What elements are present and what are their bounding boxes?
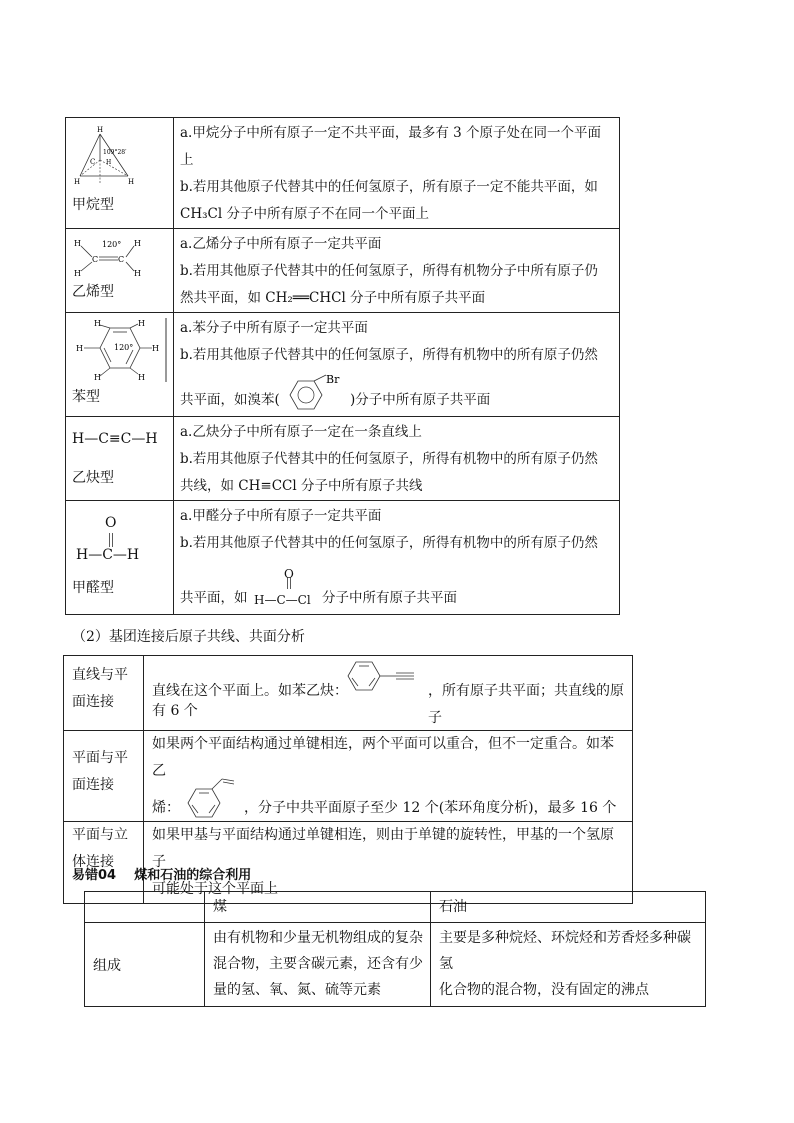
text-line: 分子中所有原子共平面: [322, 590, 457, 606]
section-heading: 易错04 煤和石油的综合利用: [72, 868, 252, 883]
text-line: 可能处于这个平面上: [152, 881, 278, 897]
text-line: ，所有原子共平面；共直线的原子: [428, 683, 624, 726]
table-row: [66, 501, 620, 615]
table-header-row: [85, 892, 706, 923]
benzene-desc: [174, 313, 620, 417]
atom-h-back: H: [106, 159, 112, 166]
br-atom: Br: [326, 373, 340, 386]
benzene-label: 苯型: [72, 389, 100, 405]
table-row: [66, 229, 620, 313]
benzene-diagram: [70, 316, 170, 384]
text-line: 直线在这个平面上。如苯乙炔：: [152, 683, 348, 699]
text-line: 混合物，主要含碳元素，还含有少: [213, 956, 423, 972]
row-label: 平面与平面连接: [64, 731, 144, 822]
text-line: )分子中所有原子共平面: [350, 392, 491, 408]
methane-label: 甲烷型: [72, 197, 114, 213]
text-line: 如果甲基与平面结构通过单键相连，则由于单键的旋转性，甲基的一个氢原子: [152, 827, 614, 870]
coal-oil-table: [84, 891, 706, 1007]
methane-diagram: [70, 124, 140, 188]
atom-h: H: [94, 319, 101, 328]
atom-h: H: [94, 373, 101, 382]
text-line: 共平面，如: [180, 590, 248, 606]
benzene-label-cell: [66, 313, 174, 417]
methane-label-cell: [66, 118, 174, 229]
atom-h: H: [134, 239, 141, 248]
column-header: [85, 892, 205, 923]
atom-h: H: [74, 269, 81, 278]
atom-c: C: [118, 255, 125, 264]
structure-table: [65, 117, 620, 615]
table-row: [64, 731, 633, 822]
angle-label: 109°28′: [103, 149, 127, 156]
atom-h: H: [74, 239, 81, 248]
table-row: [66, 313, 620, 417]
angle-label: 120°: [102, 240, 122, 249]
column-header: 石油: [431, 892, 706, 923]
atom-h: H: [138, 319, 145, 328]
acyl-o: O: [284, 567, 294, 581]
text-line: b.若用其他原子代替其中的任何氢原子，所有原子一定不能共平面，如: [180, 179, 598, 195]
section-title: （2）基团连接后原子共线、共面分析: [72, 629, 305, 645]
atom-h-left: H: [74, 178, 81, 186]
acetylene-desc: [174, 417, 620, 501]
text-line: a.苯分子中所有原子一定共平面: [180, 320, 368, 336]
text-line: a.甲烷分子中所有原子一定不共平面，最多有 3 个原子处在同一个平面: [180, 125, 602, 141]
acetylene-label-cell: [66, 417, 174, 501]
formaldehyde-label: 甲醛型: [72, 580, 114, 596]
text-line: 如果两个平面结构通过单键相连，两个平面可以重合，但不一定重合。如苯乙: [152, 736, 614, 779]
atom-h: H: [76, 344, 83, 353]
atom-h-top: H: [97, 126, 104, 134]
formaldehyde-label-cell: [66, 501, 174, 615]
acetylene-formula: H—C≡C—H: [72, 431, 158, 447]
oil-cell: [431, 923, 706, 1007]
atom-c: C: [92, 255, 99, 264]
text-line: 共平面，如溴苯(: [180, 392, 280, 408]
atom-h-right: H: [128, 178, 135, 186]
text-line: ，分子中共平面原子至少 12 个(苯环角度分析)，最多 16 个: [244, 800, 617, 816]
ethylene-desc: [174, 229, 620, 313]
text-line: 有 6 个: [152, 703, 198, 719]
ethylene-label-cell: [66, 229, 174, 313]
row-desc: [144, 731, 633, 822]
row-label: 直线与平面连接: [64, 656, 144, 731]
angle-label: 120°: [114, 343, 134, 352]
formaldehyde-formula: H—C—H: [76, 547, 140, 563]
phenylacetylene-structure: [342, 656, 426, 696]
text-line: CH₃Cl 分子中所有原子不在同一个平面上: [180, 206, 429, 222]
text-line: 烯：: [152, 800, 180, 816]
text-line: 由有机物和少量无机物组成的复杂: [213, 930, 423, 946]
table-row: [85, 923, 706, 1007]
table-row: [64, 656, 633, 731]
text-line: a.乙炔分子中所有原子一定在一条直线上: [180, 424, 422, 440]
formyl-chloride-formula: H—C—Cl: [254, 593, 311, 607]
ethylene-label: 乙烯型: [72, 284, 114, 300]
formaldehyde-o: O: [105, 515, 117, 531]
text-line: 共线，如 CH≡CCl 分子中所有原子共线: [180, 478, 423, 494]
formaldehyde-desc: [174, 501, 620, 615]
ethylene-diagram: [72, 235, 156, 279]
row-label: 组成: [85, 923, 205, 1007]
row-label: 平面与立体连接: [64, 822, 144, 904]
methane-desc: [174, 118, 620, 229]
text-line: b.若用其他原子代替其中的任何氢原子，所得有机物中的所有原子仍然: [180, 535, 598, 551]
atom-h: H: [138, 373, 145, 382]
text-line: b.若用其他原子代替其中的任何氢原子，所得有机物分子中所有原子仍: [180, 263, 598, 279]
bromobenzene-structure: [280, 373, 344, 417]
double-bond: [108, 533, 114, 547]
text-line: a.甲醛分子中所有原子一定共平面: [180, 508, 382, 524]
text-line: b.若用其他原子代替其中的任何氢原子，所得有机物中的所有原子仍然: [180, 347, 598, 363]
atom-c: C: [90, 158, 96, 166]
acetylene-label: 乙炔型: [72, 470, 114, 486]
text-line: 然共平面，如 CH₂══CHCl 分子中所有原子共平面: [180, 290, 486, 306]
styrene-structure: [182, 775, 242, 821]
text-line: b.若用其他原子代替其中的任何氢原子，所得有机物中的所有原子仍然: [180, 451, 598, 467]
table-row: [66, 118, 620, 229]
text-line: 量的氢、氧、氮、硫等元素: [213, 982, 381, 998]
text-line: 化合物的混合物，没有固定的沸点: [439, 982, 649, 998]
table-row: [66, 417, 620, 501]
text-line: 上: [180, 152, 194, 168]
coal-cell: [205, 923, 431, 1007]
row-desc: [144, 656, 633, 731]
column-header: 煤: [205, 892, 431, 923]
atom-h: H: [134, 269, 141, 278]
text-line: 主要是多种烷烃、环烷烃和芳香烃多种碳氢: [439, 930, 691, 972]
text-line: a.乙烯分子中所有原子一定共平面: [180, 236, 382, 252]
atom-h: H: [152, 344, 159, 353]
